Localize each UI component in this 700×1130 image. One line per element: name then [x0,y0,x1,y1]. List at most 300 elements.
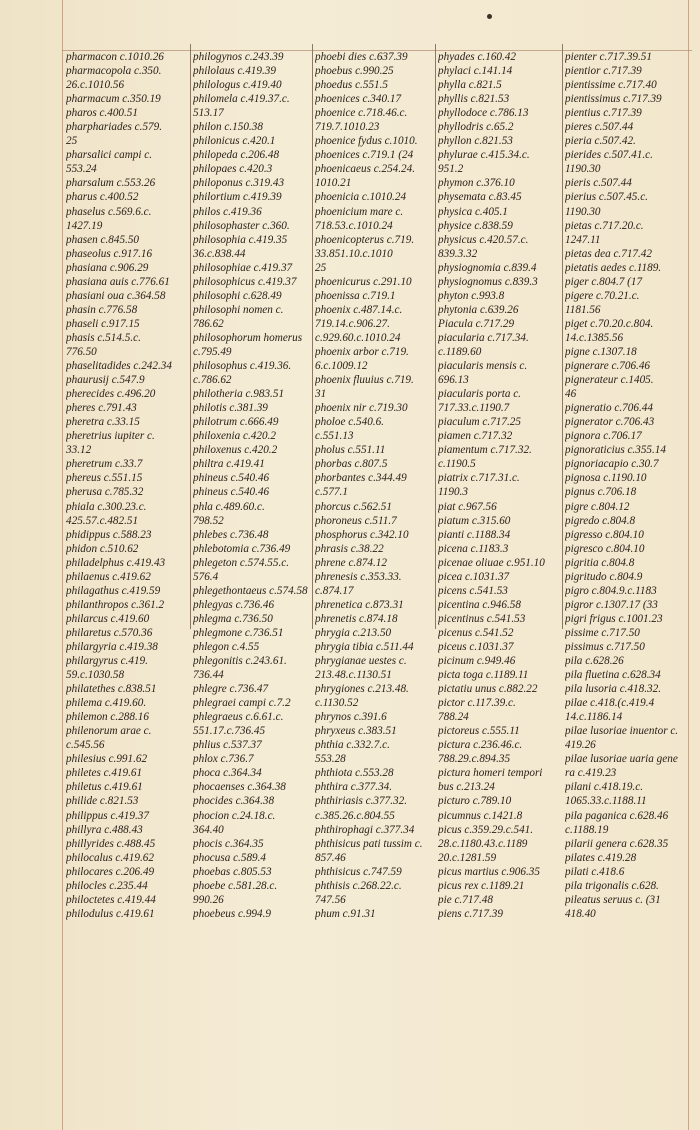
index-entry: phorbantes c.344.49 [315,472,407,485]
index-entry: pientius c.717.39 [565,107,642,120]
index-entry: phrygia c.213.50 [315,626,392,639]
index-entry: phoenicurus c.291.10 [315,275,412,288]
index-entry: phyllodris c.65.2 [438,121,514,134]
index-entry: phoenices c.719.1 (24 [315,149,414,162]
index-entry: c.795.49 [193,345,232,358]
index-entry: pigresco c.804.10 [565,542,645,555]
index-entry: phylla c.821.5 [438,79,502,92]
index-entry: pholus c.551.11 [315,444,386,457]
index-entry: phaseli c.917.15 [66,317,140,330]
index-entry: pissime c.717.50 [565,626,640,639]
index-entry: 776.50 [66,345,97,358]
index-entry: 718.53.c.1010.24 [315,219,393,232]
index-entry: 14.c.1385.56 [565,331,624,344]
index-entry: phrenesis c.353.33. [315,570,402,583]
index-entry: 14.c.1186.14 [565,711,623,724]
index-entry: phillyrides c.488.45 [66,837,156,850]
index-entry: phyllis c.821.53 [438,93,510,106]
index-entry: pharmacopola c.350. [66,65,162,78]
index-entry: phineus c.540.46 [193,486,270,499]
index-entry: piamentum c.717.32. [438,444,532,457]
index-entry: phoenices c.340.17 [315,93,402,106]
index-entry: philocares c.206.49 [66,865,155,878]
index-entry: phoenice fydus c.1010. [315,135,418,148]
index-entry: pigere c.70.21.c. [565,289,640,302]
index-entry: pilati c.418.6 [565,865,625,878]
index-entry: pictoreus c.555.11 [438,725,520,738]
index-entry: 1065.33.c.1188.11 [565,795,647,808]
index-entry: phocis c.364.35 [193,837,264,850]
index-entry: phaurusij c.547.9 [66,374,145,387]
index-entry: phasin c.776.58 [66,303,138,316]
index-entry: pila trigonalis c.628. [565,879,659,892]
index-entry: phoebus c.990.25 [315,65,394,78]
index-entry: 1181.56 [565,303,601,316]
index-entry: picena c.1183.3 [438,542,509,555]
index-entry: physicus c.420.57.c. [438,233,529,246]
index-entry: philosophia c.419.35 [193,233,288,246]
index-entry: phlegeton c.574.55.c. [193,556,290,569]
index-entry: pigre c.804.12 [565,500,630,513]
ink-dot [487,14,492,19]
index-entry: pianti c.1188.34 [438,528,511,541]
index-entry: philocalus c.419.62 [66,851,154,864]
index-entry: philetes c.419.61 [66,767,143,780]
page-frame-left [62,0,63,1130]
index-entry: c.1130.52 [315,697,359,710]
index-entry: philatethes c.838.51 [66,683,157,696]
index-entry: 719.14.c.906.27. [315,317,390,330]
index-entry: Piacula c.717.29 [438,317,515,330]
column-rule [312,44,313,629]
index-entry: pharmacum c.350.19 [66,93,161,106]
index-entry: pientior c.717.39 [565,65,642,78]
index-entry: philosophi c.628.49 [193,289,282,302]
index-entry: philortium c.419.39 [193,191,282,204]
index-entry: picens c.541.53 [438,584,508,597]
index-entry: philippus c.419.37 [66,809,149,822]
index-entry: pientissimus c.717.39 [565,93,662,106]
index-entry: philopaes c.420.3 [193,163,273,176]
index-entry: phryxeus c.383.51 [315,725,397,738]
index-entry: phum c.91.31 [315,907,376,920]
index-entry: picturo c.789.10 [438,795,512,808]
index-entry: 551.17.c.736.45 [193,725,266,738]
index-entry: 6.c.1009.12 [315,360,368,373]
index-entry: philetus c.419.61 [66,781,143,794]
index-entry: 364.40 [193,823,224,836]
index-entry: 553.28 [315,753,346,766]
index-entry: phasiana auis c.776.61 [66,275,170,288]
index-entry: phthira c.377.34. [315,781,393,794]
index-entry: philosophiae c.419.37 [193,261,293,274]
index-entry: philotrum c.666.49 [193,416,279,429]
index-entry: philologus c.419.40 [193,79,282,92]
index-entry: phosphorus c.342.10 [315,528,409,541]
index-entry: pictatiu unus c.882.22 [438,683,538,696]
index-entry: bus c.213.24 [438,781,495,794]
index-entry: phasiani oua c.364.58 [66,289,166,302]
index-entry: phlegethontaeus c.574.58 [193,584,308,597]
index-entry: phocides c.364.38 [193,795,275,808]
index-entry: pheretra c.33.15 [66,416,140,429]
index-entry: phoenix nir c.719.30 [315,402,408,415]
index-entry: philosophus c.419.36. [193,360,292,373]
index-entry: 1190.30 [565,163,601,176]
index-entry: pignoriacapio c.30.7 [565,458,659,471]
index-entry: 1247.11 [565,233,601,246]
index-entry: phasiana c.906.29 [66,261,149,274]
index-entry: phthisis c.268.22.c. [315,879,402,892]
index-entry: philos c.419.36 [193,205,262,218]
index-entry: pientissime c.717.40 [565,79,657,92]
index-entry: philesius c.991.62 [66,753,148,766]
index-entry: pieria c.507.42. [565,135,636,148]
index-entry: piceus c.1031.37 [438,640,514,653]
index-entry: phrygiones c.213.48. [315,683,409,696]
index-entry: pholoe c.540.6. [315,416,384,429]
index-entry: phoebi dies c.637.39 [315,51,408,63]
index-entry: pictura homeri tempori [438,767,543,780]
index-entry: pilates c.419.28 [565,851,637,864]
index-entry: phocion c.24.18.c. [193,809,276,822]
index-entry: piacularis porta c. [438,388,521,401]
index-entry: picumnus c.1421.8 [438,809,523,822]
index-entry: philema c.419.60. [66,697,147,710]
index-entry: philocles c.235.44 [66,879,148,892]
index-entry: c.551.13 [315,430,354,443]
index-entry: piens c.717.39 [438,907,503,920]
index-entry: 990.26 [193,893,224,906]
index-entry: phthirophagi c.377.34 [315,823,415,836]
index-entry: pharsalum c.553.26 [66,177,156,190]
index-entry: physica c.405.1 [438,205,508,218]
index-entry: 20.c.1281.59 [438,851,497,864]
index-entry: phylurae c.415.34.c. [438,149,530,162]
index-entry: philonicus c.420.1 [193,135,276,148]
index-entry: 1427.19 [66,219,103,232]
index-entry: phineus c.540.46 [193,472,270,485]
index-entry: c.786.62 [193,374,232,387]
index-entry: c.929.60.c.1010.24 [315,331,401,344]
index-entry: phlegre c.736.47 [193,683,269,696]
index-entry: phoebas c.805.53 [193,865,272,878]
index-entry: phoenix fluuius c.719. [315,374,414,387]
index-entry: picta toga c.1189.11 [438,669,529,682]
index-entry: phyton c.993.8 [438,289,505,302]
index-entry: pilae lusoriae inuentor c. [565,725,679,738]
index-entry: 59.c.1030.58 [66,669,125,682]
index-entry: pilae lusoriae uaria gene [565,753,678,766]
index-entry: physiognomus c.839.3 [438,275,538,288]
index-entry: c.545.56 [66,739,105,752]
index-entry: philodulus c.419.61 [66,907,155,920]
index-entry: phoenice c.718.46.c. [315,107,408,120]
index-entry: piger c.804.7 (17 [565,275,643,288]
index-entry: philosophaster c.360. [193,219,290,232]
index-entry: 786.62 [193,317,224,330]
index-entry: 419.26 [565,739,596,752]
index-entry: pheres c.791.43 [66,402,137,415]
index-entry: phthisicus c.747.59 [315,865,402,878]
index-entry: 425.57.c.482.51 [66,514,139,527]
index-entry: picentina c.946.58 [438,598,521,611]
index-entry: 26.c.1010.56 [66,79,125,92]
index-entry: pignoraticius c.355.14 [565,444,666,457]
index-entry: philotis c.381.39 [193,402,268,415]
index-entry: picentinus c.541.53 [438,612,526,625]
index-entry: phrygia tibia c.511.44 [315,640,414,653]
index-entry: pieris c.507.44 [565,177,632,190]
index-entry: phrynos c.391.6 [315,711,387,724]
index-entry: pierides c.507.41.c. [565,149,653,162]
index-column-1 [66,50,190,921]
index-entry: c.577.1 [315,486,348,499]
index-entry: c.1189.60 [438,345,482,358]
index-entry: pigro c.804.9.c.1183 [565,584,657,597]
index-entry: phidon c.510.62 [66,542,139,555]
index-entry: phasen c.845.50 [66,233,140,246]
index-entry: 1190.30 [565,205,601,218]
index-entry: pictura c.236.46.c. [438,739,523,752]
index-entry: picinum c.949.46 [438,655,516,668]
index-entry: phthia c.332.7.c. [315,739,390,752]
index-entry: 719.7.1010.23 [315,121,380,134]
index-entry: piget c.70.20.c.804. [565,317,654,330]
index-entry: pignora c.706.17 [565,430,642,443]
index-entry: picus martius c.906.35 [438,865,540,878]
index-entry: phlegon c.4.55 [193,640,260,653]
index-entry: pharmacon c.1010.26 [66,51,164,63]
index-entry: phoenissa c.719.1 [315,289,396,302]
index-entry: phlegraei campi c.7.2 [193,697,291,710]
index-entry: philoponus c.319.43 [193,177,285,190]
index-entry: pigne c.1307.18 [565,345,637,358]
index-entry: phereus c.551.15 [66,472,143,485]
index-entry: philagathus c.419.59 [66,584,161,597]
index-entry: pietas dea c.717.42 [565,247,652,260]
index-entry: phaselus c.569.6.c. [66,205,152,218]
index-entry: 25 [315,261,327,274]
index-entry: 788.29.c.894.35 [438,753,511,766]
index-entry: 696.13 [438,374,469,387]
index-entry: phoenicium mare c. [315,205,404,218]
index-entry: phlegmone c.736.51 [193,626,284,639]
index-entry: 28.c.1180.43.c.1189 [438,837,528,850]
index-column-5 [565,50,689,921]
index-entry: pigror c.1307.17 (33 [565,598,658,611]
index-entry: phymon c.376.10 [438,177,515,190]
index-column-2 [193,50,311,921]
index-entry: pherecides c.496.20 [66,388,156,401]
index-entry: phoenicopterus c.719. [315,233,415,246]
index-entry: phorcus c.562.51 [315,500,392,513]
index-entry: pharsalici campi c. [66,149,153,162]
index-entry: pharus c.400.52 [66,191,139,204]
index-entry: phrygianae uestes c. [315,655,407,668]
index-entry: philosophorum homerus [193,331,303,344]
index-entry: picus c.359.29.c.541. [438,823,534,836]
index-entry: phoenicaeus c.254.24. [315,163,416,176]
index-entry: 1190.3 [438,486,468,499]
index-entry: philogynos c.243.39 [193,51,284,63]
index-entry: c.1190.5 [438,458,476,471]
index-entry: phillyra c.488.43 [66,823,143,836]
index-entry: pheretrum c.33.7 [66,458,143,471]
index-entry: pharos c.400.51 [66,107,138,120]
index-entry: 46 [565,388,577,401]
index-entry: pissimus c.717.50 [565,640,645,653]
index-entry: philide c.821.53 [66,795,139,808]
index-entry: physice c.838.59 [438,219,513,232]
index-entry: philoxenus c.420.2 [193,444,278,457]
index-entry: ra c.419.23 [565,767,617,780]
index-entry: pie c.717.48 [438,893,493,906]
index-entry: picenus c.541.52 [438,626,514,639]
index-entry: phla c.489.60.c. [193,500,265,513]
index-entry: philemon c.288.16 [66,711,149,724]
index-entry: phlox c.736.7 [193,753,254,766]
index-entry: piat c.967.56 [438,500,497,513]
index-entry: phoebeus c.994.9 [193,907,271,920]
index-entry: phocaenses c.364.38 [193,781,286,794]
index-entry: phrenetis c.874.18 [315,612,398,625]
index-entry: phoenix arbor c.719. [315,345,409,358]
index-entry: phiala c.300.23.c. [66,500,147,513]
index-entry: piacularia c.717.34. [438,331,529,344]
index-entry: picea c.1031.37 [438,570,510,583]
index-column-3 [315,50,434,921]
index-entry: phyades c.160.42 [438,51,516,63]
index-entry: phlegyas c.736.46 [193,598,275,611]
index-entry: pignus c.706.18 [565,486,637,499]
index-entry: piaculum c.717.25 [438,416,521,429]
index-entry: pignerator c.706.43 [565,416,655,429]
index-entry: phocusa c.589.4 [193,851,267,864]
index-entry: phoenix c.487.14.c. [315,303,403,316]
index-entry: philomela c.419.37.c. [193,93,290,106]
index-entry: philotheria c.983.51 [193,388,285,401]
index-entry: 513.17 [193,107,224,120]
index-entry: pheretrius iupiter c. [66,430,155,443]
index-column-4 [438,50,561,921]
index-entry: pila fluetina c.628.34 [565,669,661,682]
index-entry: phoenicia c.1010.24 [315,191,407,204]
index-entry: pigritudo c.804.9 [565,570,643,583]
index-entry: 951.2 [438,163,464,176]
index-entry: phyllon c.821.53 [438,135,513,148]
index-entry: c.1188.19 [565,823,609,836]
index-entry: 33.851.10.c.1010 [315,247,393,260]
index-entry: phlegraeus c.6.61.c. [193,711,284,724]
index-entry: piacularis mensis c. [438,360,528,373]
index-entry: 839.3.32 [438,247,478,260]
index-entry: pietas c.717.20.c. [565,219,644,232]
index-entry: 747.56 [315,893,346,906]
index-entry: phoebe c.581.28.c. [193,879,278,892]
index-entry: physiognomia c.839.4 [438,261,537,274]
index-entry: phaseolus c.917.16 [66,247,153,260]
index-entry: philoctetes c.419.44 [66,893,156,906]
index-entry: pigresso c.804.10 [565,528,644,541]
index-entry: philarcus c.419.60 [66,612,150,625]
index-entry: pilani c.418.19.c. [565,781,643,794]
index-entry: pieres c.507.44 [565,121,634,134]
index-entry: phthiota c.553.28 [315,767,394,780]
index-entry: phidippus c.588.23 [66,528,152,541]
index-entry: picenae oliuae c.951.10 [438,556,545,569]
index-entry: 576.4 [193,570,219,583]
index-entry: pila c.628.26 [565,655,624,668]
index-entry: phoroneus c.511.7 [315,514,397,527]
index-entry: pileatus seruus c. (31 [565,893,661,906]
index-entry: c.874.17 [315,584,354,597]
index-entry: pienter c.717.39.51 [565,51,652,63]
index-entry: 418.40 [565,907,596,920]
index-entry: 857.46 [315,851,346,864]
index-entry: pignerateur c.1405. [565,374,654,387]
index-entry: philosophi nomen c. [193,303,284,316]
index-entry: phthisicus pati tussim c. [315,837,423,850]
index-entry: pignerare c.706.46 [565,360,651,373]
index-entry: philosophicus c.419.37 [193,275,297,288]
index-entry: 33.12 [66,444,92,457]
column-rule [435,44,436,629]
index-entry: piatrix c.717.31.c. [438,472,520,485]
index-entry: 36.c.838.44 [193,247,246,260]
index-entry: phlius c.537.37 [193,739,262,752]
index-entry: phylaci c.141.14 [438,65,513,78]
index-entry: phasis c.514.5.c. [66,331,141,344]
index-entry: pherusa c.785.32 [66,486,144,499]
index-entry: pigritia c.804.8 [565,556,635,569]
index-entry: pila paganica c.628.46 [565,809,669,822]
index-entry: pietatis aedes c.1189. [565,261,662,274]
index-entry: c.385.26.c.804.55 [315,809,395,822]
index-entry: phlegma c.736.50 [193,612,273,625]
index-entry: philenorum arae c. [66,725,152,738]
index-entry: philanthropos c.361.2 [66,598,165,611]
index-entry: 1010.21 [315,177,352,190]
index-entry: phthiriasis c.377.32. [315,795,407,808]
index-entry: piatum c.315.60 [438,514,511,527]
index-entry: pierius c.507.45.c. [565,191,648,204]
index-entry: pila lusoria c.418.32. [565,683,662,696]
index-entry: physemata c.83.45 [438,191,522,204]
index-entry: phrenetica c.873.31 [315,598,404,611]
column-rule [190,44,191,629]
index-entry: piamen c.717.32 [438,430,513,443]
index-entry: phoedus c.551.5 [315,79,389,92]
index-entry: philargyria c.419.38 [66,640,158,653]
index-entry: phyllodoce c.786.13 [438,107,529,120]
index-entry: 553.24 [66,163,97,176]
index-entry: philargyrus c.419. [66,655,148,668]
index-entry: 717.33.c.1190.7 [438,402,510,415]
index-entry: phrene c.874.12 [315,556,387,569]
index-entry: philtra c.419.41 [193,458,265,471]
index-entry: pilarii genera c.628.35 [565,837,669,850]
index-entry: pigredo c.804.8 [565,514,636,527]
index-entry: pigri frigus c.1001.23 [565,612,663,625]
index-entry: picus rex c.1189.21 [438,879,525,892]
index-entry: phlegonitis c.243.61. [193,655,287,668]
column-rule [562,44,563,629]
index-entry: 25 [66,135,78,148]
index-entry: pignosa c.1190.10 [565,472,647,485]
index-entry: pilae c.418.(c.419.4 [565,697,655,710]
index-entry: 788.24 [438,711,469,724]
